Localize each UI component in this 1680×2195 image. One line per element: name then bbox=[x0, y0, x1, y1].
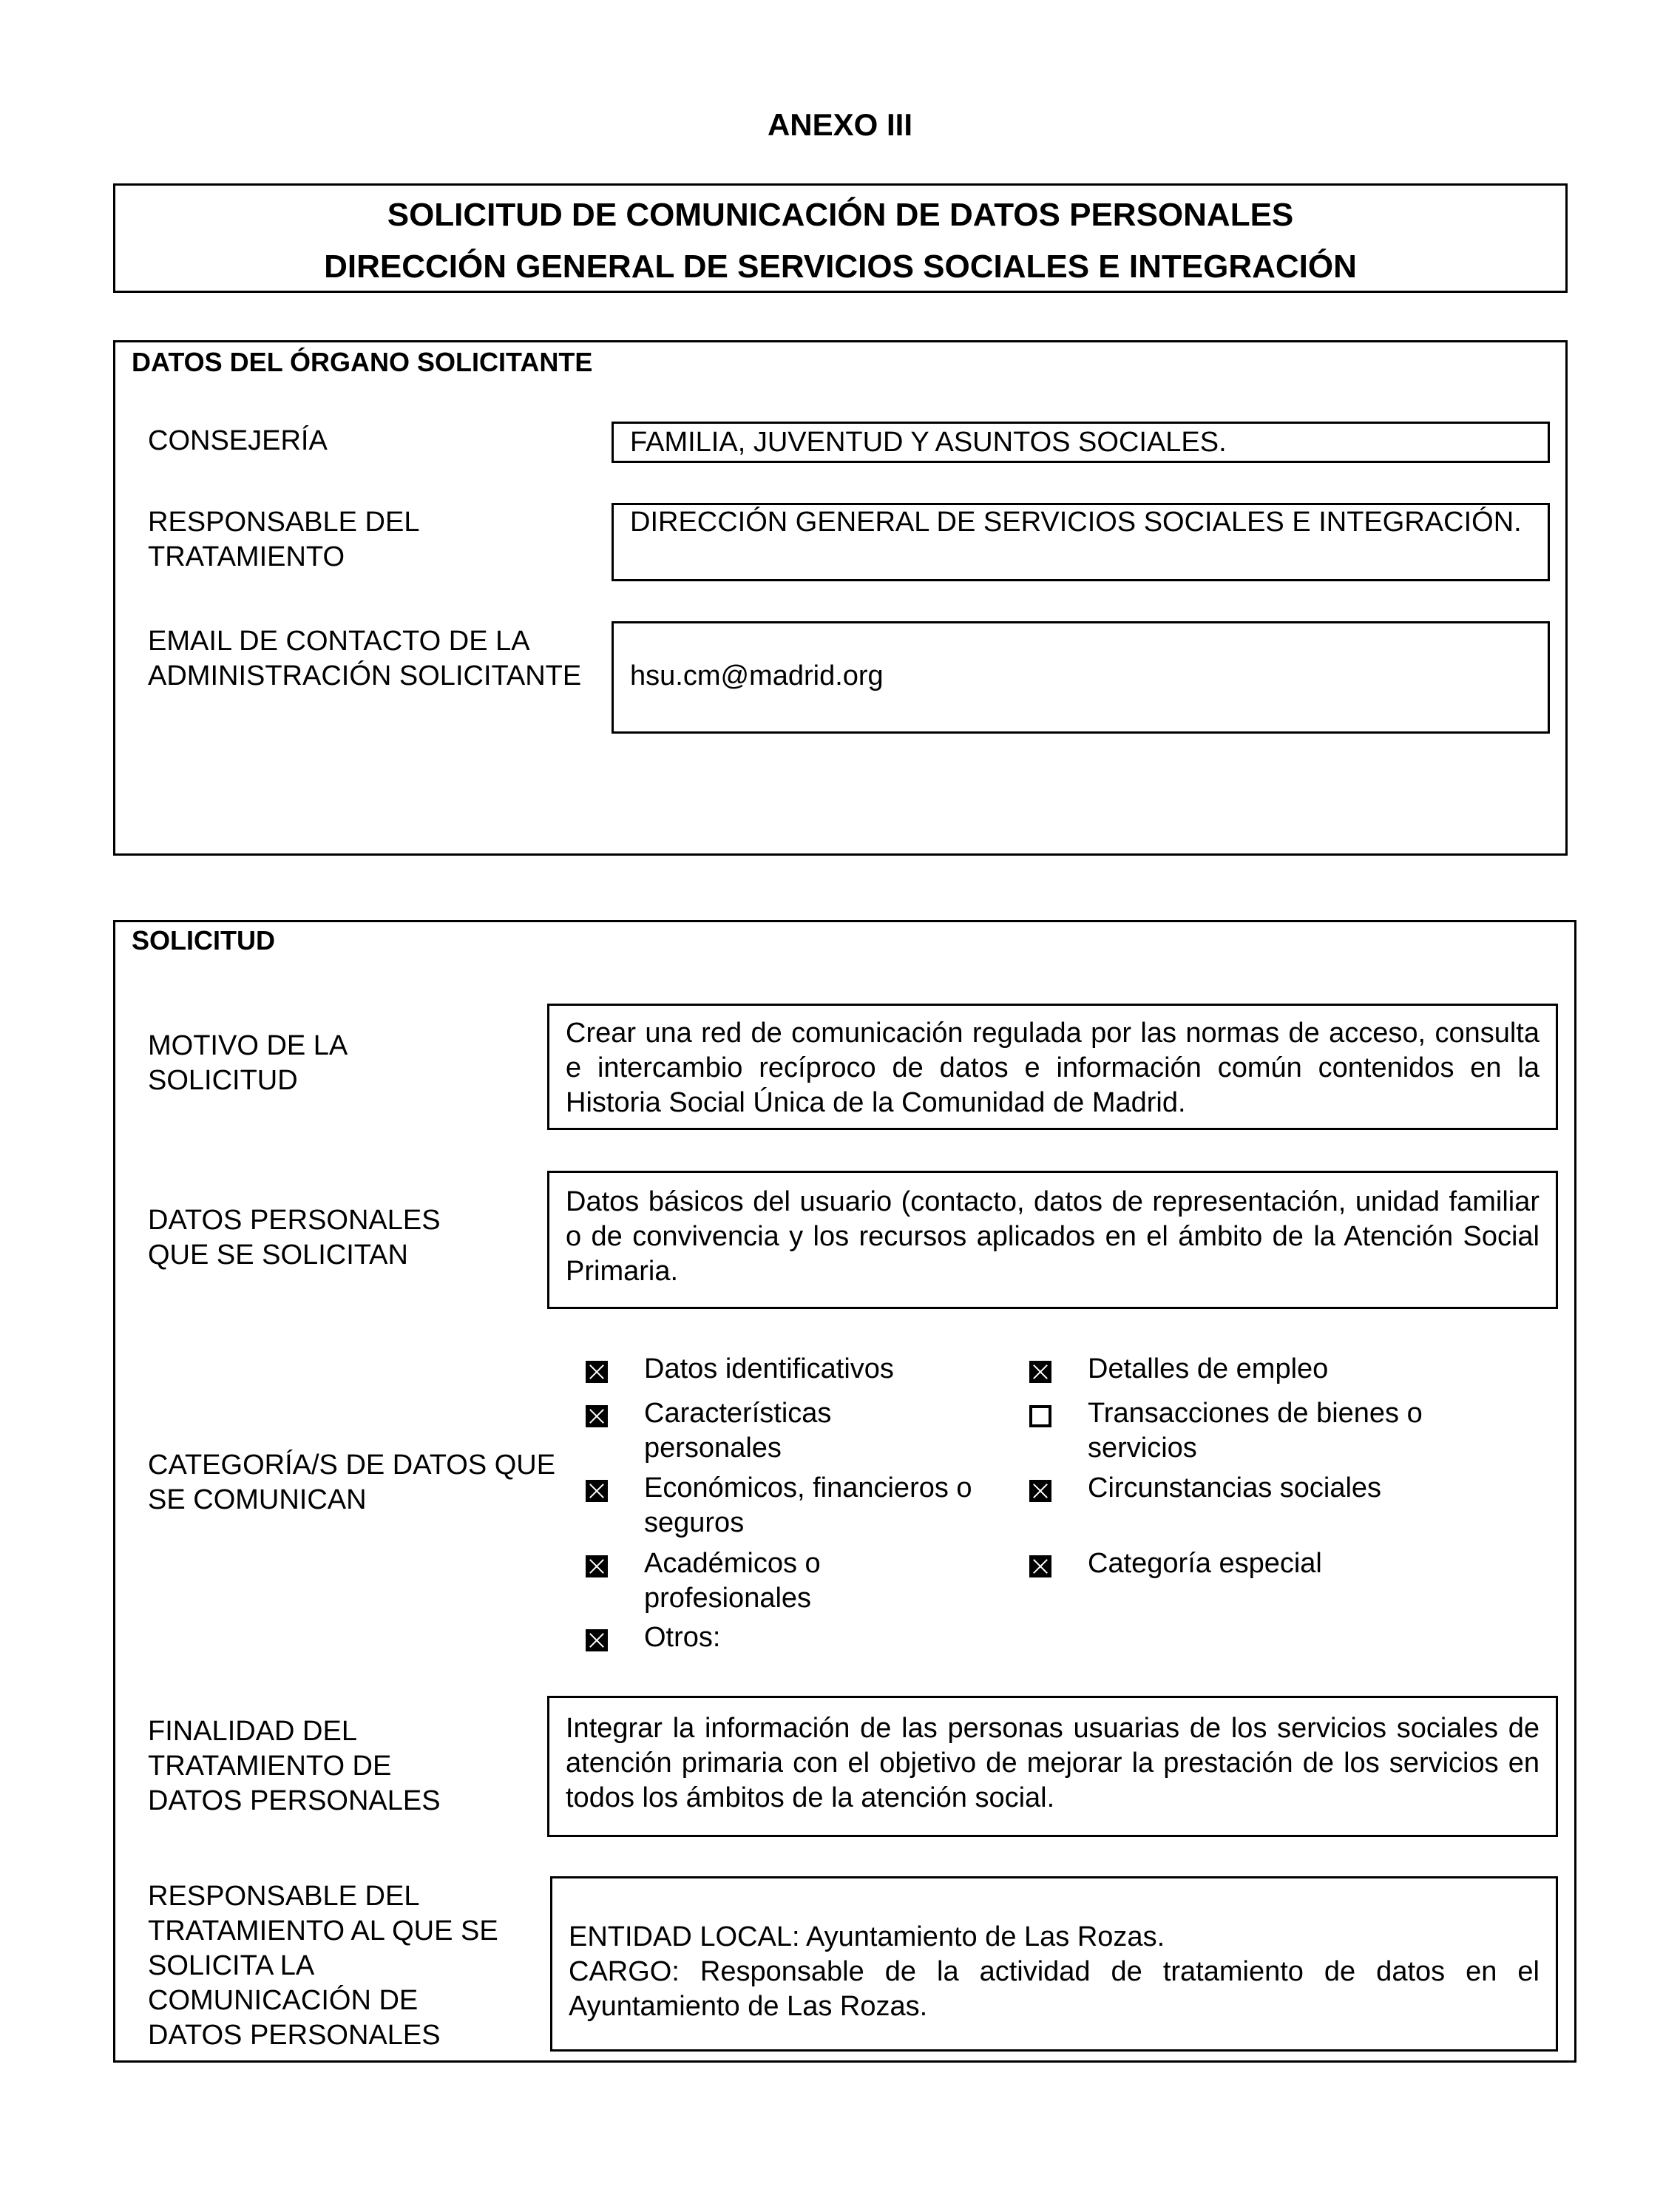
resp-field[interactable] bbox=[550, 1876, 1558, 2052]
checkbox-label: Detalles de empleo bbox=[1088, 1353, 1329, 1384]
checkbox-detalles-empleo[interactable] bbox=[1029, 1361, 1051, 1383]
checkbox-label: Económicos, financieros o seguros bbox=[644, 1472, 972, 1538]
resp-cargo: CARGO: Responsable de la actividad de tratamiento de datos en el Ayuntamiento de Las Rozas. bbox=[569, 1956, 1540, 2022]
annex-title: ANEXO III bbox=[767, 107, 913, 142]
resp-label: RESPONSABLE DEL TRATAMIENTO AL QUE SE SOLICITA LA COMUNICACIÓN DE DATOS PERSONALES bbox=[148, 1881, 498, 2051]
email-label: EMAIL DE CONTACTO DE LA ADMINISTRACIÓN SOLICITANTE bbox=[148, 626, 582, 691]
checkbox-caracteristicas-personales[interactable] bbox=[586, 1405, 608, 1427]
responsable-field[interactable]: DIRECCIÓN GENERAL DE SERVICIOS SOCIALES E INTEGRACIÓN. bbox=[612, 503, 1550, 581]
responsable-label: RESPONSABLE DEL TRATAMIENTO bbox=[148, 507, 419, 572]
checkbox-datos-identificativos[interactable] bbox=[586, 1361, 608, 1383]
checkbox-label: Otros: bbox=[644, 1622, 721, 1653]
datos-label: DATOS PERSONALES QUE SE SOLICITAN bbox=[148, 1205, 441, 1271]
checkbox-label: Académicos o profesionales bbox=[644, 1548, 821, 1614]
checkbox-categoria-especial[interactable] bbox=[1029, 1555, 1051, 1577]
form-subtitle: DIRECCIÓN GENERAL DE SERVICIOS SOCIALES E INTEGRACIÓN bbox=[324, 248, 1357, 285]
organo-section bbox=[113, 340, 1568, 856]
checkbox-otros[interactable] bbox=[586, 1629, 608, 1651]
checkbox-label: Transacciones de bienes o servicios bbox=[1088, 1398, 1423, 1464]
form-header bbox=[113, 183, 1568, 293]
checkbox-transacciones[interactable] bbox=[1029, 1405, 1051, 1427]
checkbox-economicos[interactable] bbox=[586, 1480, 608, 1502]
checkbox-label: Circunstancias sociales bbox=[1088, 1472, 1382, 1504]
checkbox-circunstancias-sociales[interactable] bbox=[1029, 1480, 1051, 1502]
checkbox-label: Características personales bbox=[644, 1398, 832, 1464]
finalidad-field[interactable]: Integrar la información de las personas usuarias de los servicios sociales de atención primaria con el objetivo de mejorar la prestación de los servicios en todos los ámbitos de la atención social. bbox=[547, 1696, 1558, 1837]
email-field[interactable]: hsu.cm@madrid.org bbox=[612, 621, 1550, 734]
categorias-label: CATEGORÍA/S DE DATOS QUE SE COMUNICAN bbox=[148, 1450, 556, 1515]
form-title: SOLICITUD DE COMUNICACIÓN DE DATOS PERSONALES bbox=[387, 197, 1294, 233]
solicitud-heading: SOLICITUD bbox=[132, 925, 275, 956]
motivo-field[interactable]: Crear una red de comunicación regulada por las normas de acceso, consulta e intercambio recíproco de datos e información común contenidos en la Historia Social Única de la Comunidad de Madrid. bbox=[547, 1004, 1558, 1130]
finalidad-label: FINALIDAD DEL TRATAMIENTO DE DATOS PERSONALES bbox=[148, 1716, 441, 1816]
organo-heading: DATOS DEL ÓRGANO SOLICITANTE bbox=[132, 347, 593, 377]
motivo-label: MOTIVO DE LA SOLICITUD bbox=[148, 1030, 347, 1096]
checkbox-academicos[interactable] bbox=[586, 1555, 608, 1577]
checkbox-label: Datos identificativos bbox=[644, 1353, 894, 1384]
datos-field[interactable]: Datos básicos del usuario (contacto, datos de representación, unidad familiar o de convivencia y los recursos aplicados en el ámbito de la Atención Social Primaria. bbox=[547, 1171, 1558, 1309]
consejeria-field[interactable]: FAMILIA, JUVENTUD Y ASUNTOS SOCIALES. bbox=[612, 422, 1550, 463]
resp-entidad: ENTIDAD LOCAL: Ayuntamiento de Las Rozas. bbox=[569, 1921, 1165, 1952]
consejeria-label: CONSEJERÍA bbox=[148, 425, 328, 456]
checkbox-label: Categoría especial bbox=[1088, 1548, 1322, 1579]
